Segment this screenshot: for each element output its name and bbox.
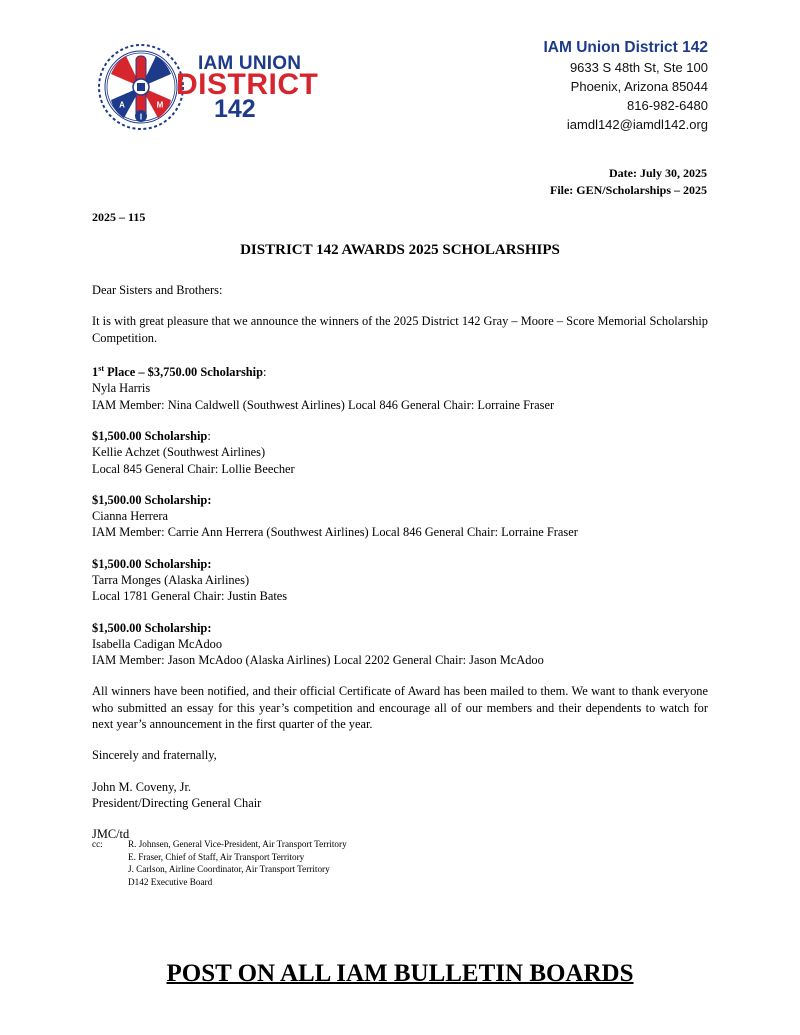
iam-emblem-icon	[96, 42, 186, 132]
award-heading-colon: :	[263, 365, 267, 380]
initials: JMC/td	[92, 827, 130, 842]
award-item	[92, 556, 708, 605]
letter-reference: 2025 – 115	[92, 210, 146, 224]
cc-block	[92, 838, 347, 888]
signoff: Sincerely and fraternally,	[92, 748, 217, 763]
award-winner-name: Tarra Monges (Alaska Airlines)	[92, 572, 250, 587]
cc-recipient: J. Carlson, Airline Coordinator, Air Transport Territory	[128, 864, 330, 874]
emblem-letter: I	[139, 112, 143, 122]
award-winner-detail: IAM Member: Carrie Ann Herrera (Southwest Airlines) Local 846 General Chair: Lorraine Fraser	[92, 525, 578, 540]
letter-file: File: GEN/Scholarships – 2025	[549, 183, 707, 197]
award-heading: $1,500.00 Scholarship:	[92, 556, 212, 571]
contact-address1: 9633 S 48th St, Ste 100	[569, 60, 708, 75]
award-winner-detail: IAM Member: Jason McAdoo (Alaska Airlines) Local 2202 General Chair: Jason McAdoo	[92, 653, 544, 668]
contact-address2: Phoenix, Arizona 85044	[570, 79, 708, 94]
award-winner-name: Cianna Herrera	[92, 509, 169, 524]
contact-org: IAM Union District 142	[543, 39, 708, 56]
award-heading-colon: :	[207, 428, 211, 443]
signer-name: John M. Coveny, Jr.	[92, 779, 192, 794]
letter-meta	[550, 165, 707, 199]
award-heading: $1,500.00 Scholarship	[92, 428, 208, 443]
contact-phone: 816-982-6480	[627, 98, 708, 113]
award-heading	[92, 365, 263, 379]
logo-line-number: 142	[214, 95, 256, 123]
award-winner-name: Nyla Harris	[92, 381, 151, 396]
cc-label: cc:	[92, 839, 103, 849]
page-title: DISTRICT 142 AWARDS 2025 SCHOLARSHIPS	[240, 242, 560, 258]
signature-block	[92, 779, 708, 812]
award-winner-name: Kellie Achzet (Southwest Airlines)	[92, 445, 266, 460]
intro-paragraph: It is with great pleasure that we announce the winners of the 2025 District 142 Gray – Moore – Score Memorial Scholarship Competition.	[92, 314, 708, 345]
letter-body	[92, 282, 708, 858]
award-heading: $1,500.00 Scholarship:	[92, 620, 212, 635]
award-place-suffix: st	[98, 363, 104, 373]
award-place-number: 1	[92, 365, 99, 380]
contact-block	[544, 38, 709, 134]
emblem-letter: A	[119, 100, 125, 110]
award-winner-detail: Local 1781 General Chair: Justin Bates	[92, 589, 288, 604]
cc-list	[128, 838, 347, 888]
award-winner-detail: Local 845 General Chair: Lollie Beecher	[92, 461, 295, 476]
contact-email: iamdl142@iamdl142.org	[566, 117, 708, 132]
cc-recipient: R. Johnsen, General Vice-President, Air Transport Territory	[128, 839, 347, 849]
signer-title: President/Directing General Chair	[92, 795, 262, 810]
cc-recipient: D142 Executive Board	[128, 876, 213, 887]
award-heading-text: Place – $3,750.00 Scholarship	[103, 365, 263, 380]
logo-line-iam-union: IAM UNION	[198, 53, 302, 74]
cc-recipient: E. Fraser, Chief of Staff, Air Transport Territory	[128, 851, 305, 862]
award-heading: $1,500.00 Scholarship:	[92, 492, 212, 507]
award-item	[92, 428, 708, 477]
award-winner-detail: IAM Member: Nina Caldwell (Southwest Airlines) Local 846 General Chair: Lorraine Fraser	[92, 397, 555, 412]
award-item	[92, 620, 708, 669]
award-item	[92, 492, 708, 541]
emblem-letter: M	[156, 100, 164, 110]
logo-line-district: DISTRICT	[176, 68, 319, 101]
salutation: Dear Sisters and Brothers:	[92, 283, 223, 297]
footer-notice: POST ON ALL IAM BULLETIN BOARDS	[166, 960, 634, 987]
letter-date: Date: July 30, 2025	[609, 166, 707, 180]
award-winner-name: Isabella Cadigan McAdoo	[92, 636, 223, 651]
closing-paragraph: All winners have been notified, and their official Certificate of Award has been mailed to them. We want to thank everyone who submitted an essay for this year’s competition and encourage all of our members and their dependents to watch for next year’s announcement in the first quarter of the year.	[92, 684, 708, 732]
award-first-place	[92, 361, 708, 413]
